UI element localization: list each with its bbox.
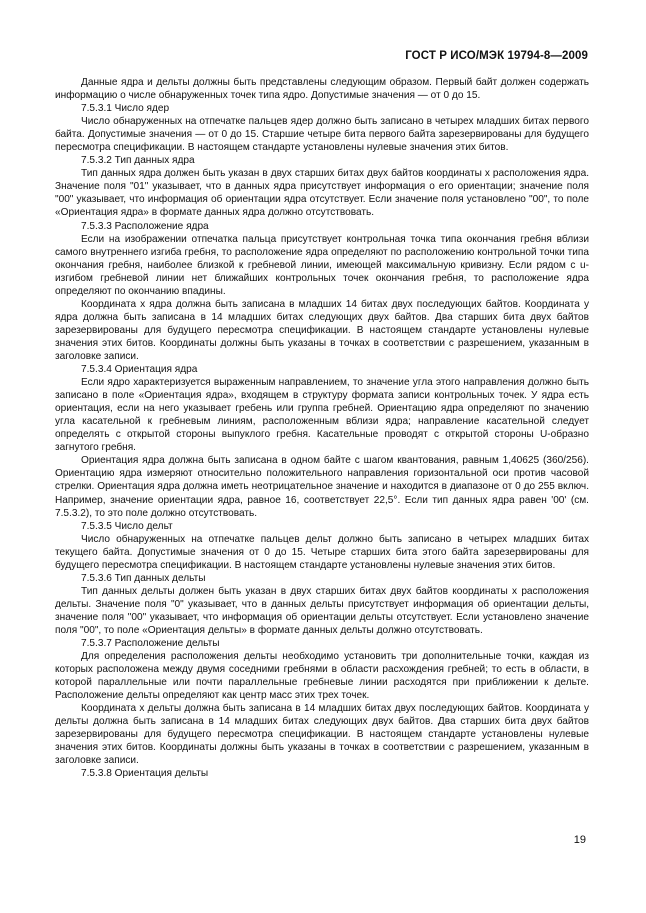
paragraph-delta-type: Тип данных дельты должен быть указан в двух старших битах двух байтов координаты x расположения дельты. Значение поля "0" указывает, что в данных дельты присутствует информация об ориентации дельты, значение поля "00" указывает, что информация об ориентации дельты отсутствует. Если установлено значение поля "00", то поле «Ориентация дельты» в формате данных дельты должно отсутствовать. — [55, 585, 589, 636]
document-body — [55, 76, 589, 781]
page-header: ГОСТ Р ИСО/МЭК 19794-8—2009 — [405, 50, 588, 62]
paragraph-core-orientation: Если ядро характеризуется выраженным направлением, то значение угла этого направления должно быть записано в поле «Ориентация ядра», входящем в структуру формата записи контрольных точек. У ядра есть ориентация, если на него указывает гребень или группа гребней. Ориентацию ядра определяют по значению угла касательной к гребневым линиям, расположенным вблизи ядра; направление касательной следует определять с открытой стороны выпуклого гребня. Касательные проводят с открытой стороны U-образно загнутого гребня. — [55, 377, 589, 454]
section-heading-7-5-3-8: 7.5.3.8 Ориентация дельты — [81, 768, 209, 780]
paragraph-delta-count: Число обнаруженных на отпечатке пальцев дельт должно быть записано в четырех младших битах текущего байта. Допустимые значения от 0 до 15. Четыре старших бита этого байта зарезервированы для будущего пересмотра спецификации. В настоящем стандарте установлены нулевые значения этих битов. — [55, 533, 589, 571]
paragraph-delta-coordinates: Координата x дельты должна быть записана в 14 младших битах двух последующих байтов. Координата y дельты должна быть записана в 14 младших битах следующих двух байтов. Два старших бита двух байтов зарезервированы для будущего пересмотра спецификации. В настоящем стандарте установлены нулевые значения этих битов. Координаты должны быть указаны в точках в соответствии с разрешением, указанным в заголовке записи. — [55, 703, 589, 767]
page-number: 19 — [573, 834, 586, 846]
paragraph-core-orientation-quantization: Ориентация ядра должна быть записана в одном байте с шагом квантования, равным 1,40625 (360/256). Ориентацию ядра измеряют относительно положительного направления горизонтальной оси против часовой стрелки. Ориентация ядра должна иметь неотрицательное значение и находится в диапазоне от 0 до 255 включ. Например, значение ориентации ядра, равное 16, соответствует 22,5°. Если тип данных ядра равен '00' (см. 7.5.3.2), то это поле должно отсутствовать. — [55, 455, 589, 519]
paragraph-delta-location: Для определения расположения дельты необходимо установить три дополнительные точки, каждая из которых расположена между двумя соседними гребнями в области расхождения гребней; то есть в области, в которой параллельные или почти параллельные гребневые линии расходятся при приближении к дельте. Расположение дельты определяют как центр масс этих трех точек. — [55, 651, 589, 702]
section-heading-7-5-3-2: 7.5.3.2 Тип данных ядра — [81, 155, 195, 167]
section-heading-7-5-3-3: 7.5.3.3 Расположение ядра — [81, 220, 209, 232]
paragraph-core-location: Если на изображении отпечатка пальца присутствует контрольная точка типа окончания гребня вблизи самого внутреннего изгиба гребня, то расположение ядра определяют по расположению контрольной точки типа окончания гребня, наиболее близкой к гребневой линии, имеющей максимальную кривизну. Если рядом с u-изгибом гребневой линии нет ближайших контрольных точек окончания гребня, то расположение ядра определяют по окончанию впадины. — [55, 233, 589, 297]
section-heading-7-5-3-1: 7.5.3.1 Число ядер — [81, 103, 170, 115]
section-heading-7-5-3-6: 7.5.3.6 Тип данных дельты — [81, 572, 206, 584]
section-heading-7-5-3-7: 7.5.3.7 Расположение дельты — [81, 638, 220, 650]
section-heading-7-5-3-4: 7.5.3.4 Ориентация ядра — [81, 364, 198, 376]
paragraph-core-type: Тип данных ядра должен быть указан в двух старших битах двух байтов координаты x расположения ядра. Значение поля "01" указывает, что в данных ядра присутствует информация о его ориентации; значение поля "00" указывает, что информация об ориентации ядра отсутствует. Если значение поля установлено "00", то поле «Ориентация ядра» в формате данных ядра должно отсутствовать. — [55, 168, 589, 219]
paragraph-core-coordinates: Координата x ядра должна быть записана в младших 14 битах двух последующих байтов. Координата y ядра должна быть записана в 14 младших битах следующих двух байтов. Два старших бита двух байтов зарезервированы для будущего пересмотра спецификации. В настоящем стандарте установлены нулевые значения этих битов. Координаты должны быть указаны в точках в соответствии с разрешением, указанным в заголовке записи. — [55, 298, 589, 362]
paragraph-core-count: Число обнаруженных на отпечатке пальцев ядер должно быть записано в четырех младших битах первого байта. Допустимые значения — от 0 до 15. Старшие четыре бита первого байта зарезервированы для будущего пересмотра спецификации. В настоящем стандарте установлены нулевые значения этих битов. — [55, 116, 589, 154]
paragraph-intro: Данные ядра и дельты должны быть представлены следующим образом. Первый байт должен содержать информацию о числе обнаруженных точек типа ядро. Допустимые значения — от 0 до 15. — [55, 77, 589, 102]
section-heading-7-5-3-5: 7.5.3.5 Число дельт — [81, 520, 173, 532]
